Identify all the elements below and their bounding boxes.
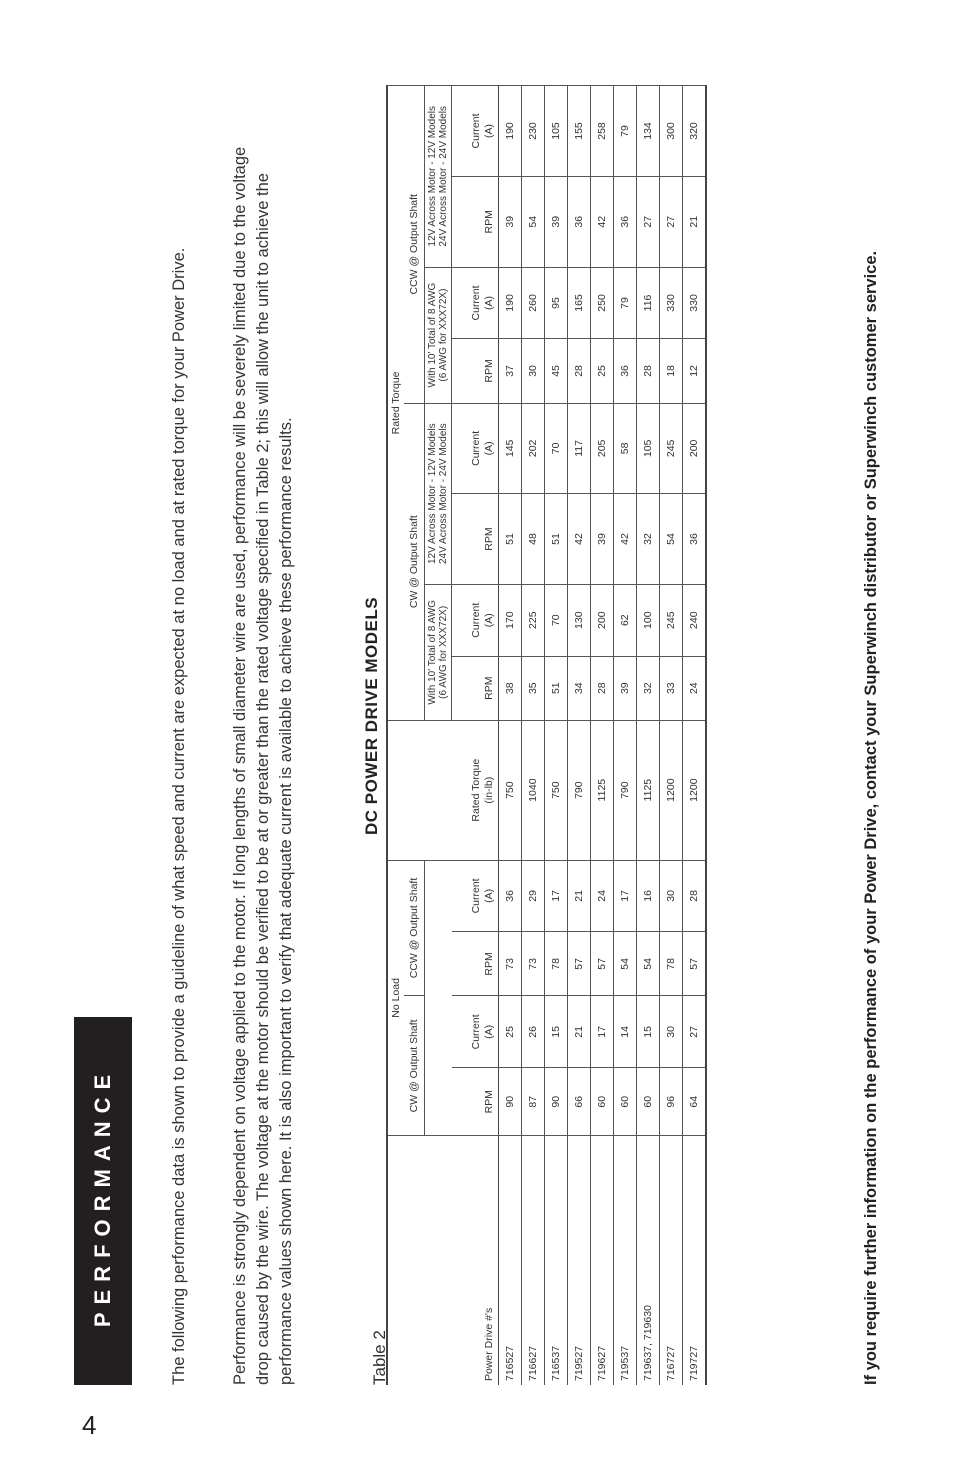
cell-cw-w-rpm: 34 xyxy=(568,656,591,720)
cell-model: 719627 xyxy=(591,1136,614,1385)
header-rt-ccw-shaft: CCW @ Output Shaft xyxy=(404,86,425,404)
cell-cw-w-rpm: 33 xyxy=(660,656,683,720)
header-cw-motor-note xyxy=(425,403,452,584)
current-unit: (A) xyxy=(483,888,495,903)
header-rt-cw-shaft: CW @ Output Shaft xyxy=(404,403,425,720)
cell-ccw-m-rpm: 21 xyxy=(683,176,707,267)
cell-torque: 1200 xyxy=(683,720,707,860)
cell-torque: 1125 xyxy=(591,720,614,860)
cell-nl-cw-rpm: 64 xyxy=(683,1068,707,1136)
current-label: Current xyxy=(470,430,482,466)
cell-cw-m-a: 58 xyxy=(614,403,637,494)
header-cw-wire-note xyxy=(425,584,452,720)
cell-nl-cw-a: 15 xyxy=(637,996,660,1068)
cell-ccw-m-rpm: 27 xyxy=(637,176,660,267)
cell-ccw-m-rpm: 54 xyxy=(522,176,545,267)
cell-nl-ccw-a: 17 xyxy=(545,860,568,932)
cell-cw-m-a: 202 xyxy=(522,403,545,494)
rated-torque-label: Rated Torque xyxy=(470,758,482,822)
cell-ccw-w-a: 190 xyxy=(499,267,522,339)
wire-note-line1: With 10' Total of 8 AWG xyxy=(427,282,438,388)
cell-torque: 790 xyxy=(568,720,591,860)
cell-ccw-m-a: 134 xyxy=(637,86,660,177)
cell-nl-ccw-a: 29 xyxy=(522,860,545,932)
cell-nl-ccw-rpm: 57 xyxy=(591,932,614,996)
cell-nl-ccw-a: 30 xyxy=(660,860,683,932)
wire-note-line2: (6 AWG for XXX72X) xyxy=(438,288,449,382)
col-current xyxy=(452,996,499,1068)
cell-ccw-w-a: 260 xyxy=(522,267,545,339)
cell-nl-ccw-a: 21 xyxy=(568,860,591,932)
cell-ccw-w-rpm: 45 xyxy=(545,339,568,403)
cell-nl-cw-rpm: 90 xyxy=(545,1068,568,1136)
cell-ccw-w-rpm: 12 xyxy=(683,339,707,403)
cell-nl-cw-a: 26 xyxy=(522,996,545,1068)
cell-nl-cw-a: 17 xyxy=(591,996,614,1068)
cell-cw-m-a: 145 xyxy=(499,403,522,494)
header-blank xyxy=(387,720,404,860)
cell-nl-cw-a: 25 xyxy=(499,996,522,1068)
current-unit: (A) xyxy=(483,613,495,628)
cell-model: 719537 xyxy=(614,1136,637,1385)
current-label: Current xyxy=(470,1014,482,1050)
cell-cw-w-rpm: 51 xyxy=(545,656,568,720)
cell-nl-ccw-a: 17 xyxy=(614,860,637,932)
cell-nl-ccw-rpm: 54 xyxy=(614,932,637,996)
cell-model: 716727 xyxy=(660,1136,683,1385)
cell-model: 716537 xyxy=(545,1136,568,1385)
cell-nl-ccw-a: 16 xyxy=(637,860,660,932)
cell-nl-ccw-rpm: 57 xyxy=(683,932,707,996)
cell-ccw-w-rpm: 18 xyxy=(660,339,683,403)
cell-model: 716627 xyxy=(522,1136,545,1385)
col-rpm: RPM xyxy=(452,339,499,403)
cell-cw-m-rpm: 42 xyxy=(614,494,637,585)
cell-cw-m-rpm: 51 xyxy=(499,494,522,585)
cell-nl-cw-a: 14 xyxy=(614,996,637,1068)
cell-ccw-m-rpm: 39 xyxy=(545,176,568,267)
performance-table xyxy=(386,85,707,1385)
header-no-load: No Load xyxy=(387,860,404,1136)
cell-cw-m-rpm: 54 xyxy=(660,494,683,585)
cell-cw-w-rpm: 24 xyxy=(683,656,707,720)
cell-nl-ccw-a: 36 xyxy=(499,860,522,932)
cell-cw-m-a: 200 xyxy=(683,403,707,494)
cell-ccw-w-a: 79 xyxy=(614,267,637,339)
cell-ccw-m-rpm: 36 xyxy=(614,176,637,267)
col-current xyxy=(452,403,499,494)
cell-cw-m-rpm: 32 xyxy=(637,494,660,585)
cell-ccw-w-rpm: 28 xyxy=(568,339,591,403)
voltage-paragraph: Performance is strongly dependent on voltage applied to the motor. If long lengths of small diameter wire are used, performance will be severely limited due to the voltage drop caused by the wire. The voltage at the motor should be verified to be at or greater than the rated voltage specified in Table 2; this will allow the unit to achieve the performance values shown here. It is also important to verify that adequate current is available to achieve these performance results. xyxy=(231,146,295,1385)
cell-ccw-m-rpm: 36 xyxy=(568,176,591,267)
cell-cw-w-rpm: 38 xyxy=(499,656,522,720)
cell-model: 716527 xyxy=(499,1136,522,1385)
cell-ccw-m-a: 190 xyxy=(499,86,522,177)
intro-paragraph: The following performance data is shown to provide a guideline of what speed and current are expected at no load and at rated torque for your Power Drive. xyxy=(170,247,188,1385)
cell-ccw-w-a: 330 xyxy=(683,267,707,339)
cell-ccw-m-a: 105 xyxy=(545,86,568,177)
current-unit: (A) xyxy=(483,441,495,456)
header-blank xyxy=(425,1136,452,1385)
table-row xyxy=(591,86,614,1386)
current-label: Current xyxy=(470,878,482,914)
cell-nl-cw-a: 30 xyxy=(660,996,683,1068)
cell-nl-cw-rpm: 96 xyxy=(660,1068,683,1136)
cell-ccw-m-rpm: 27 xyxy=(660,176,683,267)
cell-nl-ccw-rpm: 54 xyxy=(637,932,660,996)
cell-cw-m-rpm: 51 xyxy=(545,494,568,585)
cell-nl-ccw-a: 28 xyxy=(683,860,707,932)
current-label: Current xyxy=(470,602,482,638)
col-rpm: RPM xyxy=(452,932,499,996)
cell-ccw-m-rpm: 39 xyxy=(499,176,522,267)
cell-model: 719637, 719630 xyxy=(637,1136,660,1385)
table-row xyxy=(499,86,522,1386)
current-label: Current xyxy=(470,285,482,321)
cell-torque: 1040 xyxy=(522,720,545,860)
cell-nl-ccw-rpm: 57 xyxy=(568,932,591,996)
cell-model: 719527 xyxy=(568,1136,591,1385)
cell-ccw-w-rpm: 28 xyxy=(637,339,660,403)
cell-cw-w-a: 62 xyxy=(614,584,637,656)
wire-note-line1: With 10' Total of 8 AWG xyxy=(427,599,438,705)
cell-cw-w-a: 240 xyxy=(683,584,707,656)
cell-cw-w-a: 225 xyxy=(522,584,545,656)
cell-ccw-m-rpm: 42 xyxy=(591,176,614,267)
motor-note-line2: 24V Across Motor - 24V Models xyxy=(438,423,449,564)
cell-cw-m-a: 245 xyxy=(660,403,683,494)
header-ccw-motor-note xyxy=(425,86,452,268)
header-blank xyxy=(425,860,452,1136)
table-row xyxy=(522,86,545,1386)
cell-nl-cw-a: 15 xyxy=(545,996,568,1068)
cell-cw-m-rpm: 39 xyxy=(591,494,614,585)
col-rpm: RPM xyxy=(452,1068,499,1136)
header-rated-torque: Rated Torque xyxy=(387,86,404,721)
section-title: PERFORMANCE xyxy=(90,1066,115,1328)
current-label: Current xyxy=(470,113,482,149)
motor-note-line1: 12V Across Motor - 12V Models xyxy=(427,105,438,247)
cell-ccw-w-a: 250 xyxy=(591,267,614,339)
col-current xyxy=(452,267,499,339)
cell-ccw-m-a: 79 xyxy=(614,86,637,177)
cell-ccw-w-a: 330 xyxy=(660,267,683,339)
cell-nl-cw-a: 21 xyxy=(568,996,591,1068)
cell-ccw-w-a: 95 xyxy=(545,267,568,339)
page-number: 4 xyxy=(82,1410,97,1440)
current-unit: (A) xyxy=(483,123,495,138)
col-rpm: RPM xyxy=(452,494,499,585)
cell-ccw-w-rpm: 37 xyxy=(499,339,522,403)
cell-nl-cw-rpm: 60 xyxy=(637,1068,660,1136)
cell-cw-m-a: 117 xyxy=(568,403,591,494)
cell-ccw-m-a: 320 xyxy=(683,86,707,177)
rated-torque-unit: (in-lb) xyxy=(483,776,495,804)
cell-ccw-w-a: 116 xyxy=(637,267,660,339)
cell-nl-ccw-a: 24 xyxy=(591,860,614,932)
motor-note-line2: 24V Across Motor - 24V Models xyxy=(438,105,449,247)
cell-nl-cw-rpm: 90 xyxy=(499,1068,522,1136)
col-current xyxy=(452,584,499,656)
table-body xyxy=(499,86,707,1386)
col-current xyxy=(452,86,499,177)
header-nl-cw-shaft: CW @ Output Shaft xyxy=(404,996,425,1136)
cell-cw-m-a: 70 xyxy=(545,403,568,494)
header-ccw-wire-note xyxy=(425,267,452,403)
cell-ccw-m-a: 258 xyxy=(591,86,614,177)
cell-cw-w-rpm: 39 xyxy=(614,656,637,720)
table-row xyxy=(568,86,591,1386)
cell-nl-ccw-rpm: 78 xyxy=(660,932,683,996)
cell-nl-cw-rpm: 60 xyxy=(614,1068,637,1136)
header-nl-ccw-shaft: CCW @ Output Shaft xyxy=(404,860,425,996)
table-row xyxy=(660,86,683,1386)
cell-ccw-w-a: 165 xyxy=(568,267,591,339)
motor-note-line1: 12V Across Motor - 12V Models xyxy=(427,423,438,564)
cell-cw-m-rpm: 48 xyxy=(522,494,545,585)
cell-cw-w-a: 130 xyxy=(568,584,591,656)
cell-cw-m-rpm: 36 xyxy=(683,494,707,585)
table-label: Table 2 xyxy=(370,1330,389,1385)
cell-nl-cw-rpm: 66 xyxy=(568,1068,591,1136)
col-rated-torque xyxy=(452,720,499,860)
cell-ccw-m-a: 300 xyxy=(660,86,683,177)
cell-model: 719727 xyxy=(683,1136,707,1385)
col-power-drive: Power Drive #'s xyxy=(452,1136,499,1385)
cell-nl-cw-rpm: 60 xyxy=(591,1068,614,1136)
cell-nl-ccw-rpm: 73 xyxy=(499,932,522,996)
cell-torque: 1200 xyxy=(660,720,683,860)
cell-cw-m-a: 105 xyxy=(637,403,660,494)
cell-cw-m-a: 205 xyxy=(591,403,614,494)
cell-ccw-w-rpm: 36 xyxy=(614,339,637,403)
cell-cw-m-rpm: 42 xyxy=(568,494,591,585)
cell-cw-w-rpm: 28 xyxy=(591,656,614,720)
header-blank xyxy=(404,1136,425,1385)
table-row xyxy=(683,86,707,1386)
header-blank xyxy=(425,720,452,860)
cell-torque: 750 xyxy=(545,720,568,860)
cell-nl-ccw-rpm: 73 xyxy=(522,932,545,996)
table-row xyxy=(545,86,568,1386)
section-header-band xyxy=(74,1017,132,1385)
col-rpm: RPM xyxy=(452,656,499,720)
cell-cw-w-rpm: 32 xyxy=(637,656,660,720)
cell-cw-w-a: 170 xyxy=(499,584,522,656)
current-unit: (A) xyxy=(483,295,495,310)
cell-cw-w-a: 100 xyxy=(637,584,660,656)
cell-ccw-m-a: 155 xyxy=(568,86,591,177)
cell-ccw-m-a: 230 xyxy=(522,86,545,177)
wire-note-line2: (6 AWG for XXX72X) xyxy=(438,605,449,699)
cell-cw-w-rpm: 35 xyxy=(522,656,545,720)
cell-ccw-w-rpm: 25 xyxy=(591,339,614,403)
cell-nl-cw-rpm: 87 xyxy=(522,1068,545,1136)
cell-torque: 790 xyxy=(614,720,637,860)
footer-note: If you require further information on the performance of your Power Drive, contact your Superwinch distributor or Superwinch customer service. xyxy=(862,250,880,1385)
cell-torque: 750 xyxy=(499,720,522,860)
cell-cw-w-a: 245 xyxy=(660,584,683,656)
cell-ccw-w-rpm: 30 xyxy=(522,339,545,403)
cell-cw-w-a: 70 xyxy=(545,584,568,656)
col-rpm: RPM xyxy=(452,176,499,267)
cell-torque: 1125 xyxy=(637,720,660,860)
header-blank xyxy=(387,1136,404,1385)
cell-nl-cw-a: 27 xyxy=(683,996,707,1068)
cell-nl-ccw-rpm: 78 xyxy=(545,932,568,996)
current-unit: (A) xyxy=(483,1024,495,1039)
table-row xyxy=(637,86,660,1386)
table-title: DC POWER DRIVE MODELS xyxy=(362,596,381,835)
cell-cw-w-a: 200 xyxy=(591,584,614,656)
table-row xyxy=(614,86,637,1386)
header-blank xyxy=(404,720,425,860)
col-current xyxy=(452,860,499,932)
